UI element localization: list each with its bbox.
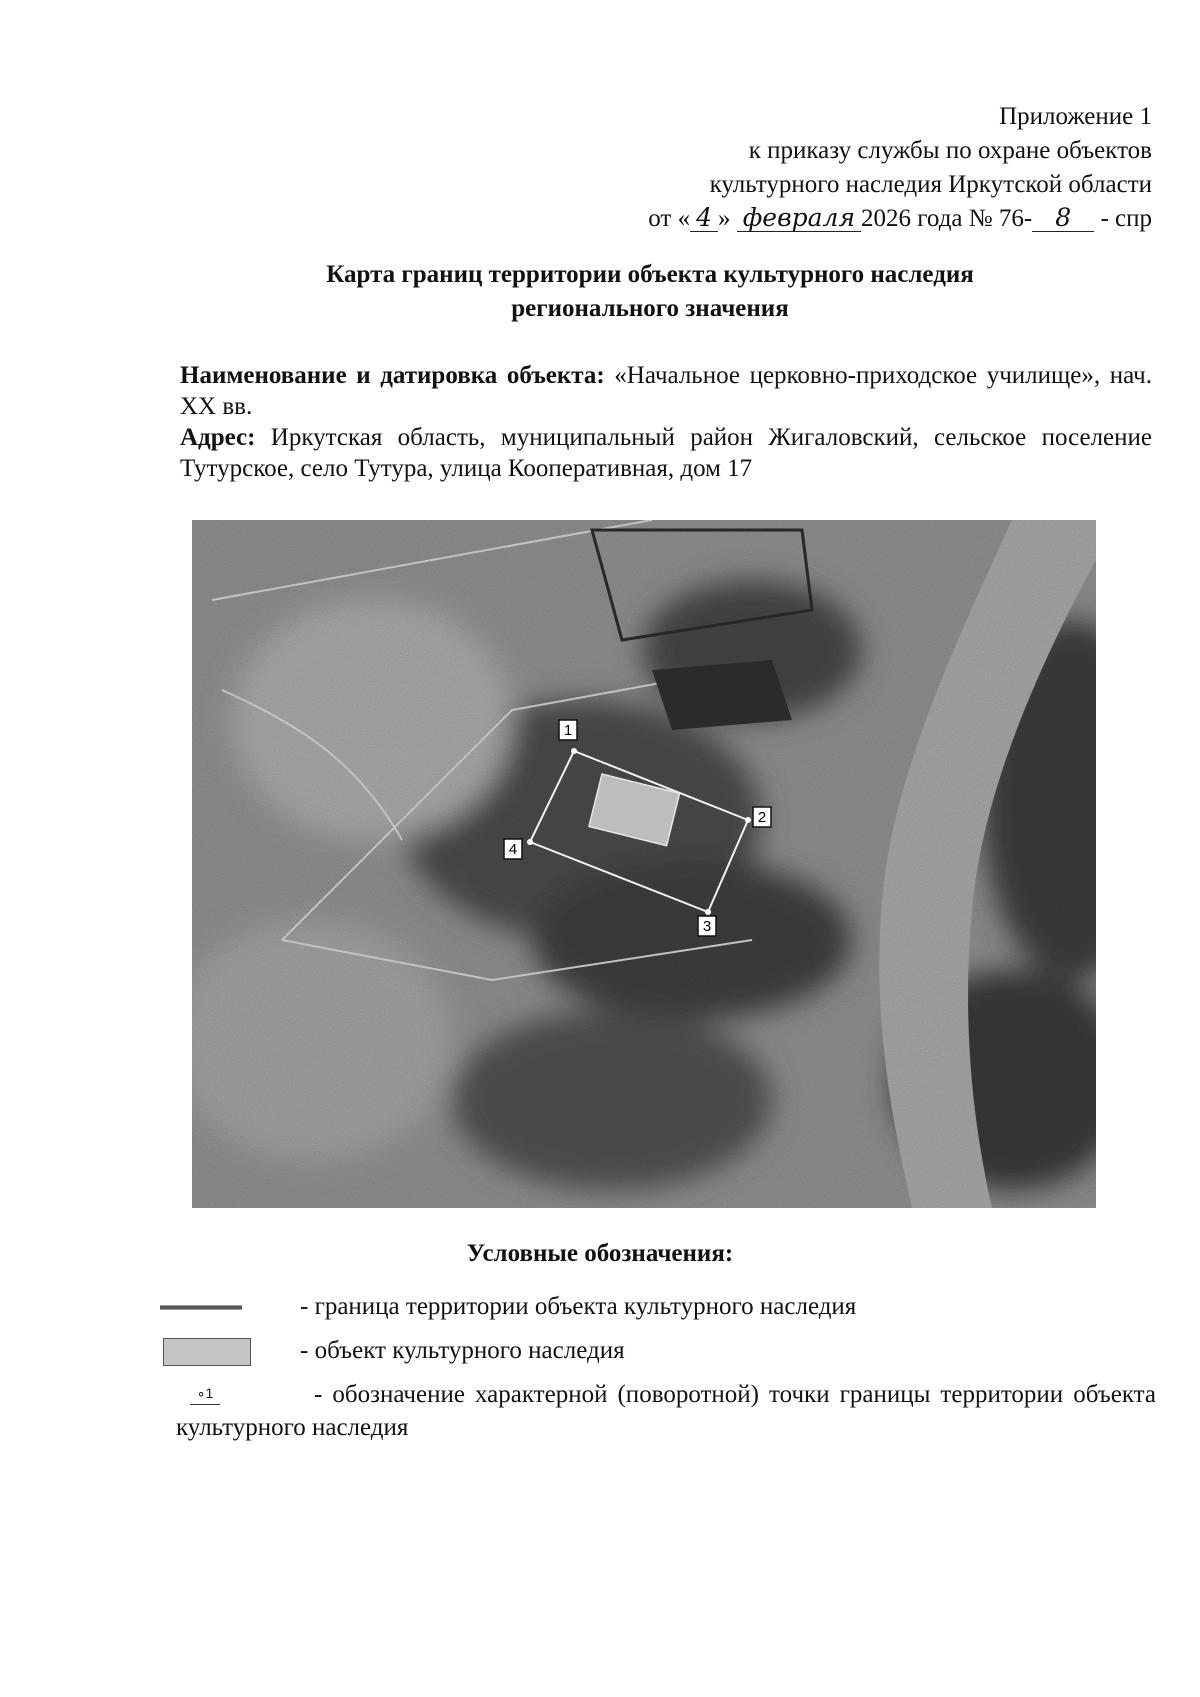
appendix-date-line — [452, 202, 1152, 236]
appendix-header — [452, 100, 1152, 236]
legend-text-boundary: - граница территории объекта культурного наследия — [300, 1293, 857, 1320]
handwritten-day: 4 — [690, 205, 718, 232]
appendix-line-2: к приказу службы по охране объектов — [748, 137, 1152, 164]
point-symbol-label: 1 — [205, 1385, 214, 1401]
title-line-1: Карта границ территории объекта культурного наследия — [326, 261, 974, 288]
aerial-map — [192, 520, 1096, 1208]
object-fill-symbol — [163, 1338, 251, 1366]
object-info — [180, 360, 1152, 484]
handwritten-month: февраля — [737, 205, 861, 232]
object-address-paragraph — [180, 422, 1152, 484]
document-title — [200, 258, 1100, 326]
point-label-1: 1 — [563, 722, 573, 739]
point-label-4: 4 — [508, 841, 518, 858]
object-name-value: «Начальное церковно-приходское училище», нач. XX вв. — [180, 362, 1153, 420]
handwritten-number: 8 — [1032, 205, 1094, 232]
point-label-2: 2 — [757, 809, 767, 826]
title-line-2: регионального значения — [511, 295, 789, 322]
appendix-line-1: Приложение 1 — [999, 103, 1152, 130]
object-name-paragraph — [180, 360, 1152, 422]
object-name-label: Наименование и датировка объекта: — [180, 362, 605, 389]
legend-title: Условные обозначения: — [466, 1240, 734, 1267]
date-mid: » — [717, 205, 731, 232]
boundary-line-symbol — [160, 1305, 242, 1310]
point-label-3: 3 — [702, 918, 712, 935]
object-address-value: Иркутская область, муниципальный район Жигаловский, сельское поселение Тутурское, село Тутура, улица Кооперативная, дом 17 — [180, 424, 1152, 482]
object-address-label: Адрес: — [180, 424, 256, 451]
point-dot-icon: ∘ — [196, 1385, 206, 1401]
date-prefix: от « — [648, 205, 691, 232]
appendix-line-3: культурного наследия Иркутской области — [709, 171, 1152, 198]
number-suffix: - спр — [1100, 205, 1152, 232]
date-suffix: 2026 года № 76- — [861, 205, 1033, 232]
legend-text-object: - объект культурного наследия — [300, 1337, 625, 1364]
legend-text-point: - обозначение характерной (поворотной) точки границы территории объекта культурного наследия — [176, 1381, 1156, 1441]
